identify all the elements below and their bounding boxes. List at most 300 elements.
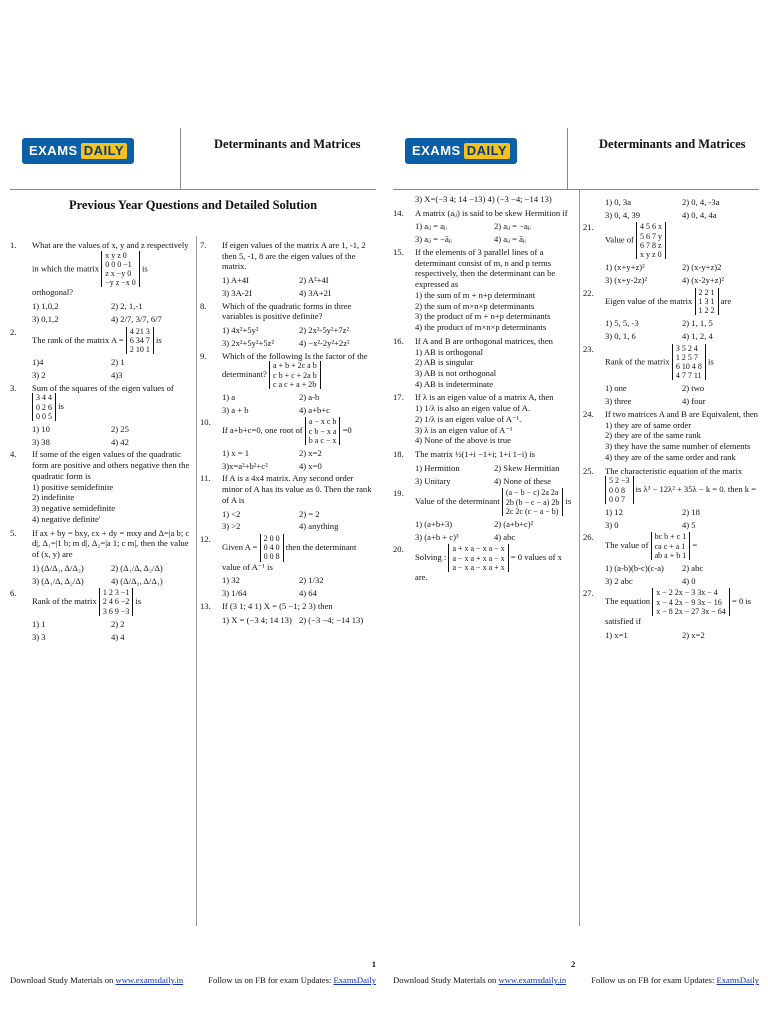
question-item <box>583 532 759 560</box>
question-text-block <box>222 301 376 322</box>
answer-option[interactable]: 1) one <box>605 383 627 394</box>
page-title: Previous Year Questions and Detailed Solution <box>68 198 318 212</box>
answer-option[interactable]: 3) 3 <box>32 631 46 642</box>
answer-option[interactable]: 2) the sum of m×n×p determinants <box>415 300 535 311</box>
question-number: 4. <box>10 449 17 460</box>
header-divider <box>567 128 568 190</box>
answer-option[interactable]: 2) two <box>682 383 705 394</box>
answer-option[interactable]: 3) 0, 4, 39 <box>605 209 641 220</box>
question-number: 12. <box>200 534 211 545</box>
matrix-row: b a c − x <box>308 435 337 445</box>
answer-option[interactable]: 1) aᵢⱼ = aⱼᵢ <box>415 221 447 232</box>
question-number: 8. <box>200 300 207 311</box>
answer-options <box>222 275 376 298</box>
answer-option[interactable]: 1) (x+y+z)² <box>605 262 645 273</box>
answer-option[interactable]: 2) 1/32 <box>299 575 324 586</box>
question-number: 25. <box>583 465 594 476</box>
matrix-row: 6 7 8 z <box>640 240 662 250</box>
answer-option[interactable]: 3) three <box>605 396 632 407</box>
matrix <box>651 532 691 560</box>
question-text-block <box>415 336 573 390</box>
question-number: 5. <box>10 527 17 538</box>
answer-option[interactable]: 2) aᵢⱼ = −aⱼᵢ <box>494 221 531 232</box>
question-item <box>583 288 759 316</box>
question-item <box>10 449 190 524</box>
answer-option[interactable]: 2) a-b <box>299 391 320 402</box>
question-text-block <box>605 588 759 626</box>
question-text-block <box>605 288 759 316</box>
question-text: Given A = <box>222 541 258 552</box>
answer-options <box>32 563 190 586</box>
question-text-block <box>222 417 376 445</box>
question-text: Value of <box>605 234 634 245</box>
question-item <box>583 409 759 463</box>
question-text: The equation <box>605 596 651 607</box>
question-text: Which of the following Is the factor of the determinant? <box>222 350 368 380</box>
matrix-row: 0 0 8 <box>263 552 280 562</box>
answer-options <box>415 463 573 486</box>
matrix-row: x − 8 2x − 27 3x − 64 <box>656 606 726 616</box>
matrix-row: 1 2 5 7 <box>675 352 698 362</box>
answer-option[interactable]: 1) 4x²+5y² <box>222 325 259 336</box>
question-text: If the elements of 3 parallel lines of a determinant consist of m, n and p terms respectively, then the determinant can be expressed as <box>415 246 556 290</box>
examsdaily-logo[interactable]: EXAMS DAILY <box>22 138 134 164</box>
download-link[interactable]: www.examsdaily.in <box>115 975 184 986</box>
answer-option[interactable]: 2) 1 <box>111 357 125 368</box>
answer-option[interactable]: 3) 0 <box>605 519 619 530</box>
answer-option[interactable]: 1) the sum of m + n+p determinant <box>415 289 536 300</box>
question-number: 13. <box>200 600 211 611</box>
matrix-row: x − 4 2x − 9 3x − 16 <box>656 597 722 607</box>
answer-option[interactable]: 2) = 2 <box>299 508 320 519</box>
question-number: 15. <box>393 246 404 257</box>
question-number: 19. <box>393 488 404 499</box>
answer-option[interactable]: 2) 0, 4, -3a <box>682 197 720 207</box>
answer-option[interactable]: 4) (Δ/Δ₂, Δ/Δ₁) <box>111 575 163 586</box>
answer-option[interactable]: 2) 2x²-5y²+7z² <box>299 325 350 336</box>
answer-option[interactable]: 1) AB is orthogonal <box>415 346 484 357</box>
question-text: If ax + by = bxy, cx + dy = mxy and Δ=|a b; c d|, Δ₁=|1 b; m d|, Δ₂=|a 1; c m|, then the value of (x, y) are <box>32 527 190 560</box>
matrix-row: 4 21 3 <box>129 326 150 336</box>
matrix-row: a + b + 2c a b <box>273 361 317 371</box>
answer-options <box>605 262 759 285</box>
question-number: 17. <box>393 392 404 403</box>
question-item <box>393 488 573 516</box>
answer-options <box>222 615 376 626</box>
question-text: Eigen value of the matrix <box>605 295 693 306</box>
answer-option[interactable]: 2) (x-y+z)2 <box>682 262 722 273</box>
question-suffix: is orthogonal? <box>32 263 148 298</box>
question-suffix: is <box>565 496 572 507</box>
question-item <box>583 222 759 259</box>
matrix-row: 2 10 1 <box>129 345 150 355</box>
matrix-row: 1 2 2 <box>698 306 715 316</box>
answer-option[interactable]: 1) 32 <box>222 575 240 586</box>
question-item <box>200 601 376 612</box>
answer-option[interactable]: 4) 0 <box>682 575 696 586</box>
answer-option[interactable]: 3) 38 <box>32 436 50 447</box>
answer-option[interactable]: 4)3 <box>111 369 123 380</box>
answer-options <box>32 301 190 324</box>
answer-option[interactable]: 2) (a+b+c)² <box>494 518 534 529</box>
answer-option[interactable]: 2) indefinite <box>32 492 75 503</box>
question-text: 3) X=(−3 4; 14 −13) 4) (−3 −4; −14 13) <box>415 194 552 204</box>
answer-options <box>222 392 376 415</box>
answer-option[interactable]: 1) 1/λ is also an eigen value of A. <box>415 403 531 414</box>
answer-option[interactable]: 2) 25 <box>111 424 129 435</box>
question-text-block <box>415 392 573 446</box>
page-footer <box>10 975 376 986</box>
matrix-row: −y z −x 0 <box>105 278 136 288</box>
answer-option[interactable]: 3) λ is an eigen value of A⁻¹ <box>415 424 513 435</box>
answer-options <box>222 325 376 348</box>
question-text: Which of the quadratic forms in three variables is positive definite? <box>222 300 352 322</box>
answer-option[interactable]: 3) (a+b + c)³ <box>415 531 459 542</box>
download-text: Download Study Materials on www.examsdaily.in <box>10 975 184 986</box>
answer-option[interactable]: 1) Hermition <box>415 462 460 473</box>
answer-option[interactable]: 4) 4 <box>111 631 125 642</box>
question-text-block <box>415 488 573 516</box>
answer-option[interactable]: 3) >2 <box>222 521 241 532</box>
answer-option[interactable]: 2) they are of the same rank <box>605 430 701 441</box>
question-number: 7. <box>200 240 207 250</box>
answer-option[interactable]: 3) the product of m + n+p determinants <box>415 311 551 322</box>
question-text-block <box>222 473 376 505</box>
answer-option[interactable]: 1) 0, 3a <box>605 197 632 207</box>
answer-option[interactable]: 1) they are of same order <box>605 419 692 430</box>
answer-option[interactable]: 4) 5 <box>682 519 696 530</box>
matrix-row: 0 0 8 <box>609 485 625 495</box>
answer-options <box>415 519 573 542</box>
matrix-row: 4 5 6 x <box>640 222 663 232</box>
question-text-block <box>415 208 573 219</box>
answer-option[interactable]: 4) four <box>682 396 706 407</box>
answer-option[interactable]: 1) <2 <box>222 508 241 519</box>
question-text-block <box>605 344 759 381</box>
answer-option[interactable]: 3) 0,1,2 <box>32 313 59 324</box>
answer-option[interactable]: 4) 1, 2, 4 <box>682 330 713 341</box>
answer-option[interactable]: 1) x=1 <box>605 629 628 640</box>
question-item <box>393 392 573 446</box>
question-number: 18. <box>393 449 404 460</box>
matrix-row: (a − b − c) 2a 2a <box>505 488 559 498</box>
question-item <box>393 336 573 390</box>
answer-option[interactable]: 1) (a-b)(b-c)(c-a) <box>605 562 664 573</box>
answer-option[interactable]: 1) a <box>222 391 236 402</box>
answer-option[interactable]: 2) 18 <box>682 506 700 517</box>
answer-option[interactable]: 2) abc <box>682 562 704 573</box>
answer-option[interactable]: 2) x=2 <box>682 629 705 640</box>
matrix <box>269 361 321 389</box>
answer-option[interactable]: 3) 2 abc <box>605 575 633 586</box>
answer-option[interactable]: 3) negative semidefinite <box>32 503 116 514</box>
question-number: 2. <box>10 326 17 337</box>
question-item <box>393 247 573 333</box>
answer-option[interactable]: 2) Skew Hermitian <box>494 462 560 473</box>
answer-options <box>415 221 573 244</box>
answer-option[interactable]: 4) None of these <box>494 475 552 486</box>
question-item <box>10 528 190 560</box>
answer-option[interactable]: 4) None of the above is true <box>415 435 511 446</box>
question-column <box>393 194 573 930</box>
question-suffix: is λ³ − 12λ² + 35λ − k = 0. then k = <box>635 484 757 495</box>
matrix-row: 2c 2c (c − a − b) <box>505 506 559 516</box>
answer-option[interactable]: 3) 2 <box>32 369 46 380</box>
question-text: Value of the determinant <box>415 496 500 507</box>
answer-option[interactable]: 4) negative definite' <box>32 513 101 524</box>
matrix-row: a − x c b <box>308 417 337 427</box>
answer-option[interactable]: 1) (a+b+3) <box>415 518 453 529</box>
question-text: If λ is an eigen value of a matrix A, then <box>415 392 554 403</box>
question-number: 27. <box>583 588 594 599</box>
answer-options <box>605 383 759 406</box>
answer-option[interactable]: 2) A²+4I <box>299 275 329 286</box>
question-text-block <box>415 449 573 460</box>
answer-option[interactable]: 4) AB is indeterminate <box>415 378 494 389</box>
page-header <box>393 128 759 190</box>
answer-option[interactable]: 3) 0, 1, 6 <box>605 330 636 341</box>
question-number: 20. <box>393 544 404 555</box>
matrix-row: 2 0 0 <box>263 534 280 544</box>
answer-option[interactable]: 4) they are of the same order and rank <box>605 451 736 462</box>
matrix-row: z x −y 0 <box>105 269 132 279</box>
matrix-row: 2 2 1 <box>698 287 715 297</box>
header-title: Determinants and Matrices <box>599 137 746 151</box>
question-text-block <box>222 534 376 572</box>
answer-options <box>32 424 190 447</box>
page-footer <box>393 975 759 986</box>
answer-option[interactable]: 1) 1,0,2 <box>32 301 59 312</box>
question-text: If A and B are orthogonal matrices, then <box>415 335 553 346</box>
matrix-row: 5 2 −3 <box>609 476 630 486</box>
download-text: Download Study Materials on www.examsdaily.in <box>393 975 567 986</box>
question-text-block <box>415 247 573 333</box>
matrix-row: a − x a + x a − x <box>452 553 505 563</box>
question-item <box>10 588 190 616</box>
question-suffix: is <box>156 334 162 345</box>
question-number <box>393 194 415 205</box>
matrix-row: 1 2 3 −1 <box>102 588 130 598</box>
matrix <box>605 476 634 504</box>
question-text: What are the values of x, y and z respectively in which the matrix <box>32 240 189 274</box>
matrix-row: 0 0 5 <box>36 411 52 421</box>
question-item <box>200 473 376 505</box>
question-item <box>583 588 759 626</box>
matrix <box>502 488 563 516</box>
question-suffix: =0 <box>342 425 352 436</box>
matrix-row: x y z 0 <box>105 250 127 260</box>
question-text: If eigen values of the matrix A are 1, -1, 2 then 5, -1, 8 are the eigen values of the matrix. <box>222 240 366 272</box>
question-text: If a+b+c=0, one root of <box>222 425 303 436</box>
matrix <box>652 588 730 616</box>
answer-option[interactable]: 4) abc <box>494 531 516 542</box>
question-text-block <box>32 240 190 298</box>
answer-option[interactable]: 2) 1, 1, 5 <box>682 318 713 329</box>
question-text-block <box>415 194 573 205</box>
download-link[interactable]: www.examsdaily.in <box>498 975 567 986</box>
answer-option[interactable]: 3) AB is not orthogonal <box>415 368 497 379</box>
question-number: 16. <box>393 335 404 346</box>
matrix-row: ab a + b 1 <box>654 550 687 560</box>
answer-option[interactable]: 4) the product of m×n×p determinants <box>415 322 547 333</box>
question-item <box>200 351 376 389</box>
question-suffix: = 0 is satisfied if <box>605 596 752 626</box>
question-number: 3. <box>10 382 17 393</box>
answer-option[interactable]: 3) 3A-2I <box>222 287 252 298</box>
answer-options <box>605 318 759 341</box>
question-number: 23. <box>583 343 594 354</box>
follow-text: Follow us on FB for exam Updates: ExamsDaily <box>591 975 759 986</box>
answer-option[interactable]: 2) 1/λ is an eigen value of A⁻¹. <box>415 413 522 424</box>
examsdaily-logo[interactable]: EXAMS DAILY <box>405 138 517 164</box>
question-item <box>393 194 573 205</box>
question-item <box>393 544 573 582</box>
answer-option[interactable]: 2) (−3 −4; −14 13) <box>299 614 364 625</box>
answer-options <box>32 619 190 642</box>
matrix-row: 2b (b − c − a) 2b <box>505 497 560 507</box>
matrix <box>636 222 666 259</box>
question-text: If some of the eigen values of the quadratic form are positive and others negative then the quadratic form is <box>32 449 190 481</box>
answer-option[interactable]: 1) 1 <box>32 618 46 629</box>
answer-option[interactable]: 1) 10 <box>32 424 50 435</box>
answer-option[interactable]: 2) 2, 1,-1 <box>111 301 143 312</box>
follow-text: Follow us on FB for exam Updates: ExamsDaily <box>208 975 376 986</box>
question-suffix: = 0 values of x are. <box>415 552 562 582</box>
facebook-link[interactable]: ExamsDaily <box>333 975 376 986</box>
question-text: Rank of the matrix <box>32 596 97 607</box>
matrix-row: 3 6 9 −3 <box>102 606 130 616</box>
answer-option[interactable]: 3) 2x²+5y²+5z² <box>222 337 275 348</box>
answer-option[interactable]: 2) (Δ₁/Δ, Δ₂/Δ) <box>111 562 163 573</box>
answer-option[interactable]: 4) a+b+c <box>299 404 330 415</box>
answer-option[interactable]: 4) 2/7, 3/7, 6/7 <box>111 313 162 324</box>
question-text: The characteristic equation of the marix <box>605 465 743 476</box>
question-column <box>10 240 190 930</box>
matrix-row: c b + c + 2a b <box>273 370 317 380</box>
matrix <box>695 288 719 316</box>
matrix-row: 5 6 7 y <box>640 231 663 241</box>
facebook-link[interactable]: ExamsDaily <box>716 975 759 986</box>
question-text-block <box>32 383 190 421</box>
answer-option[interactable]: 2) AB is singular <box>415 357 474 368</box>
answer-option[interactable]: 1)4 <box>32 357 44 368</box>
question-number: 21. <box>583 222 594 233</box>
question-text: Solving : <box>415 552 447 563</box>
matrix <box>32 393 56 421</box>
question-item <box>200 240 376 272</box>
matrix-row: 0 0 7 <box>609 494 625 504</box>
answer-option[interactable]: 1) x = 1 <box>222 447 250 458</box>
answer-option[interactable]: 2) 2 <box>111 618 125 629</box>
matrix-row: 2 4 6 −2 <box>102 597 130 607</box>
question-number: 6. <box>10 588 17 599</box>
question-number: 26. <box>583 532 594 543</box>
matrix-row: c a c + a + 2b <box>273 379 317 389</box>
question-text: If two matrices A and B are Equivalent, then <box>605 408 758 419</box>
matrix-row: x − 2 2x − 3 3x − 4 <box>656 588 718 598</box>
answer-options <box>222 509 376 532</box>
answer-option[interactable]: 3)x=a²+b²+c² <box>222 460 268 471</box>
question-text: Sum of the squares of the eigen values of <box>32 382 174 393</box>
question-suffix: is <box>58 401 64 412</box>
question-item <box>583 344 759 381</box>
matrix <box>305 417 341 445</box>
question-number: 10. <box>200 417 211 428</box>
answer-option[interactable]: 4) 3A+2I <box>299 287 331 298</box>
matrix <box>260 534 284 562</box>
answer-option[interactable]: 1) 5, 5, -3 <box>605 318 639 329</box>
page-2 <box>393 128 759 986</box>
answer-options <box>605 197 759 220</box>
answer-option[interactable]: 1) positive semidefinite <box>32 481 114 492</box>
question-text-block <box>32 449 190 524</box>
question-text: If A is a 4x4 matrix. Any second order minor of A has its value as 0. Then the rank of A is <box>222 473 372 505</box>
question-text-block <box>605 409 759 463</box>
question-suffix: then the determinant value of A⁻¹ is <box>222 541 357 572</box>
answer-option[interactable]: 4) 64 <box>299 588 317 599</box>
matrix-row: ca c + a 1 <box>654 541 686 551</box>
answer-option[interactable]: 4) x=0 <box>299 460 322 471</box>
question-item <box>10 383 190 421</box>
answer-option[interactable]: 3) 1/64 <box>222 588 247 599</box>
question-text: The matrix ½(1+i −1+i; 1+i 1−i) is <box>415 449 535 460</box>
matrix-row: 6 10 4 8 <box>675 362 702 372</box>
answer-option[interactable]: 3) (x+y-2z)² <box>605 274 648 285</box>
header-title: Determinants and Matrices <box>214 137 361 151</box>
answer-option[interactable]: 3) a + b <box>222 404 249 415</box>
page-number: 2 <box>571 959 576 970</box>
answer-options <box>222 448 376 471</box>
question-text-block <box>605 532 759 560</box>
answer-option[interactable]: 4) 0, 4, 4a <box>682 209 717 220</box>
answer-option[interactable]: 4) −x²-2y²+2z² <box>299 337 350 348</box>
question-number: 14. <box>393 207 404 218</box>
page-1 <box>10 128 376 986</box>
matrix-row: 0 2 6 <box>36 402 52 412</box>
answer-option[interactable]: 4) 42 <box>111 436 129 447</box>
answer-option[interactable]: 2) x=2 <box>299 447 322 458</box>
matrix-row: 3 4 4 <box>36 393 52 403</box>
question-column <box>200 240 376 930</box>
answer-option[interactable]: 3) Unitary <box>415 475 451 486</box>
answer-option[interactable]: 3) (Δ₁/Δ, Δ₂/Δ) <box>32 575 84 586</box>
question-number: 9. <box>200 350 207 361</box>
question-text-block <box>222 240 376 272</box>
question-column <box>583 194 759 930</box>
question-suffix: is <box>708 356 714 367</box>
answer-option[interactable]: 3) aᵢⱼ = −āⱼᵢ <box>415 234 452 245</box>
answer-option[interactable]: 4) aᵢⱼ = āⱼᵢ <box>494 234 526 245</box>
answer-option[interactable]: 1) 12 <box>605 506 623 517</box>
question-text-block <box>605 466 759 504</box>
matrix <box>101 251 140 288</box>
answer-option[interactable]: 1) X = (−3 4; 14 13) <box>222 614 292 625</box>
question-item <box>393 449 573 460</box>
question-text: If (3 1; 4 1) X = (5 −1; 2 3) then <box>222 600 333 611</box>
question-number: 11. <box>200 473 211 484</box>
header-divider <box>180 128 181 190</box>
answer-option[interactable]: 1) A+4I <box>222 275 250 286</box>
question-text: A matrix (aᵢⱼ) is said to be skew Hermition if <box>415 207 568 218</box>
answer-options <box>32 357 190 380</box>
answer-option[interactable]: 1) (Δ/Δ₁, Δ/Δ₂) <box>32 562 84 573</box>
matrix-row: 0 0 0 −1 <box>105 259 132 269</box>
answer-option[interactable]: 4) (x-2y+z)² <box>682 274 725 285</box>
page-header <box>10 128 376 190</box>
answer-options <box>605 507 759 530</box>
answer-option[interactable]: 4) anything <box>299 521 339 532</box>
answer-option[interactable]: 3) they have the same number of elements <box>605 441 751 452</box>
